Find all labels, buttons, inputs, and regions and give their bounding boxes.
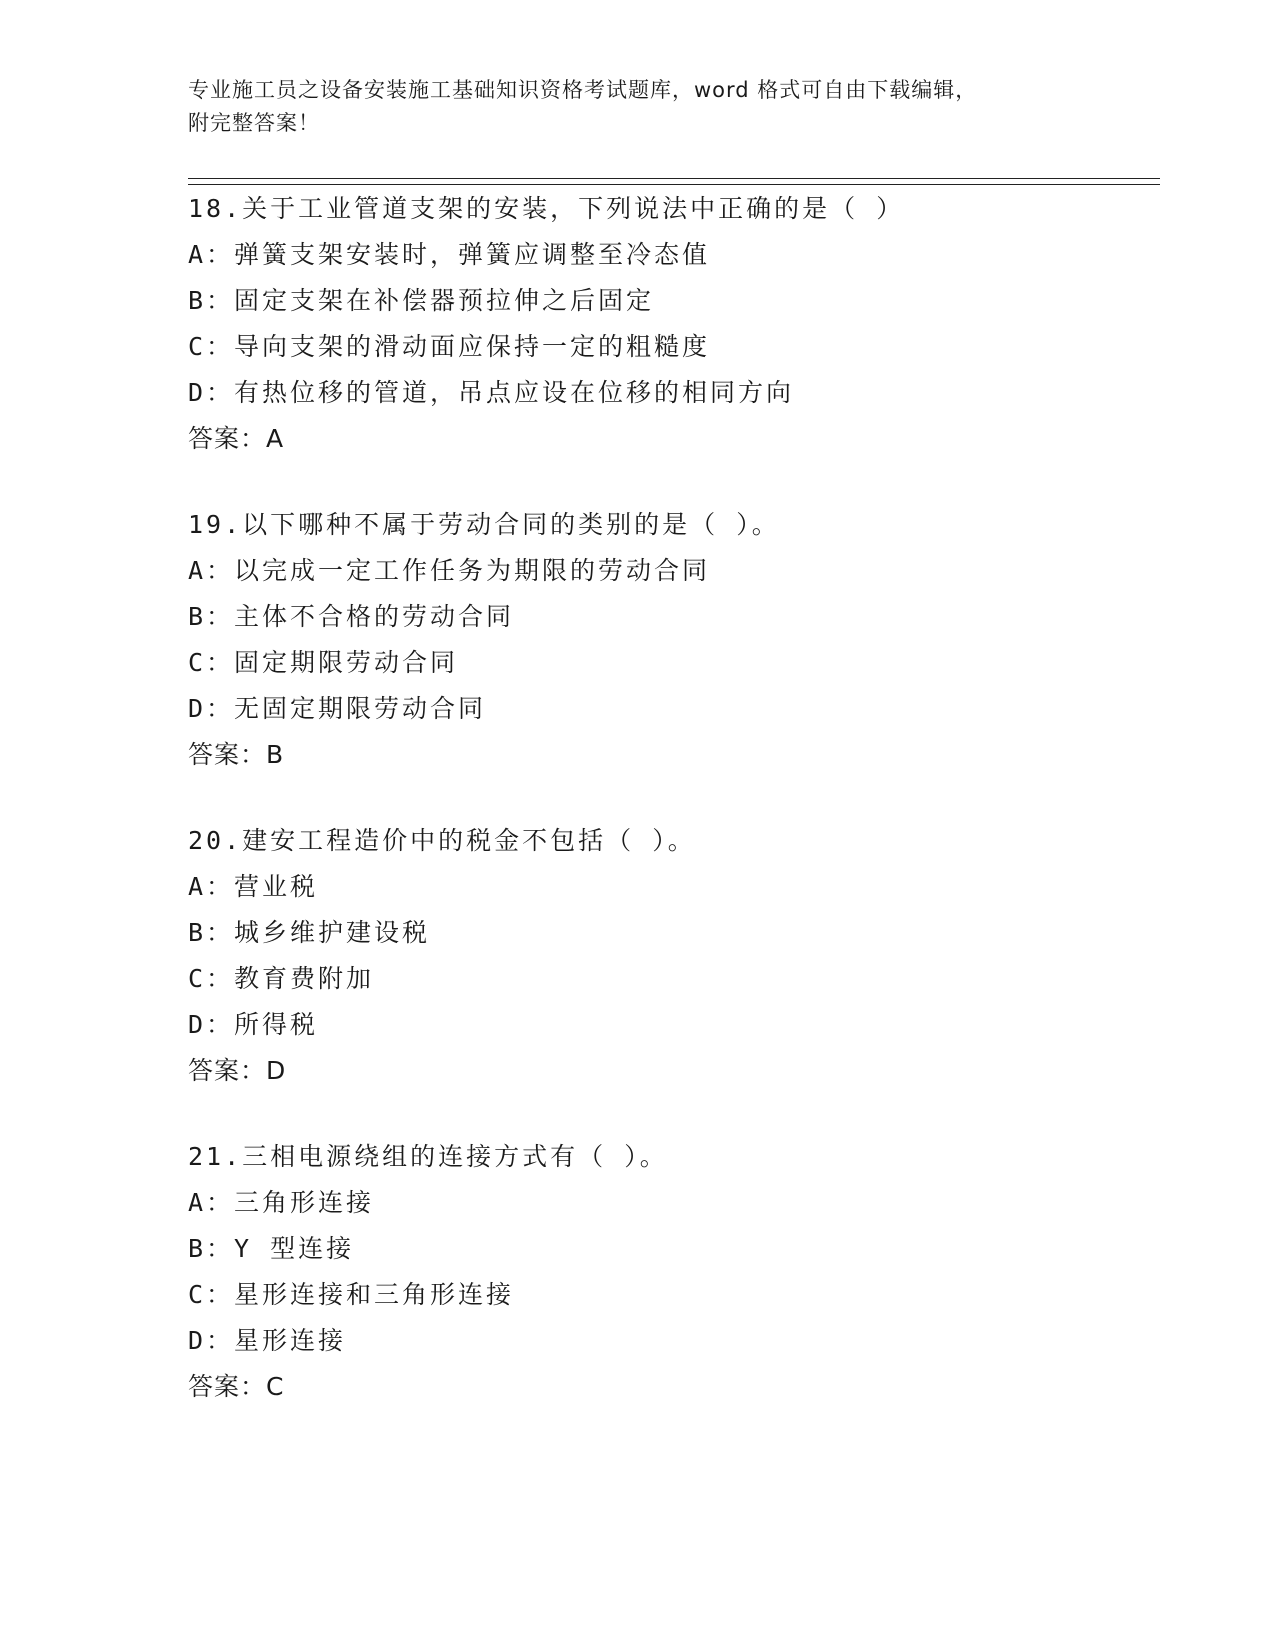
option-c: C：导向支架的滑动面应保持一定的粗糙度 <box>188 332 711 361</box>
answer-text: 答案：A <box>188 424 285 453</box>
option-d: D：无固定期限劳动合同 <box>188 694 487 723</box>
header-rule-bottom <box>188 184 1160 185</box>
option-d: D：星形连接 <box>188 1326 347 1355</box>
option-b: B：城乡维护建设税 <box>188 918 431 947</box>
option-d: D：所得税 <box>188 1010 319 1039</box>
question-block <box>188 186 1168 462</box>
option-a: A：以完成一定工作任务为期限的劳动合同 <box>188 556 711 585</box>
question-stem: 20.建安工程造价中的税金不包括（ ）。 <box>188 826 696 855</box>
answer-text: 答案：C <box>188 1372 285 1401</box>
header-line-2: 附完整答案！ <box>188 111 320 135</box>
document-header <box>188 74 1088 140</box>
option-b: B：固定支架在补偿器预拉伸之后固定 <box>188 286 655 315</box>
question-block <box>188 502 1168 778</box>
question-stem: 19.以下哪种不属于劳动合同的类别的是（ ）。 <box>188 510 780 539</box>
header-rule-top <box>188 178 1160 179</box>
answer-text: 答案：B <box>188 740 285 769</box>
question-stem: 18.关于工业管道支架的安装，下列说法中正确的是（ ） <box>188 194 905 223</box>
option-a: A：营业税 <box>188 872 319 901</box>
option-c: C：固定期限劳动合同 <box>188 648 459 677</box>
option-d: D：有热位移的管道，吊点应设在位移的相同方向 <box>188 378 795 407</box>
question-block <box>188 818 1168 1094</box>
option-a: A：三角形连接 <box>188 1188 375 1217</box>
option-b: B：Y 型连接 <box>188 1234 355 1263</box>
question-block <box>188 1134 1168 1410</box>
option-c: C：星形连接和三角形连接 <box>188 1280 515 1309</box>
question-stem: 21.三相电源绕组的连接方式有（ ）。 <box>188 1142 668 1171</box>
option-b: B：主体不合格的劳动合同 <box>188 602 515 631</box>
answer-text: 答案：D <box>188 1056 287 1085</box>
option-a: A：弹簧支架安装时，弹簧应调整至冷态值 <box>188 240 711 269</box>
header-line-1: 专业施工员之设备安装施工基础知识资格考试题库，word 格式可自由下载编辑， <box>188 78 978 102</box>
option-c: C：教育费附加 <box>188 964 375 993</box>
